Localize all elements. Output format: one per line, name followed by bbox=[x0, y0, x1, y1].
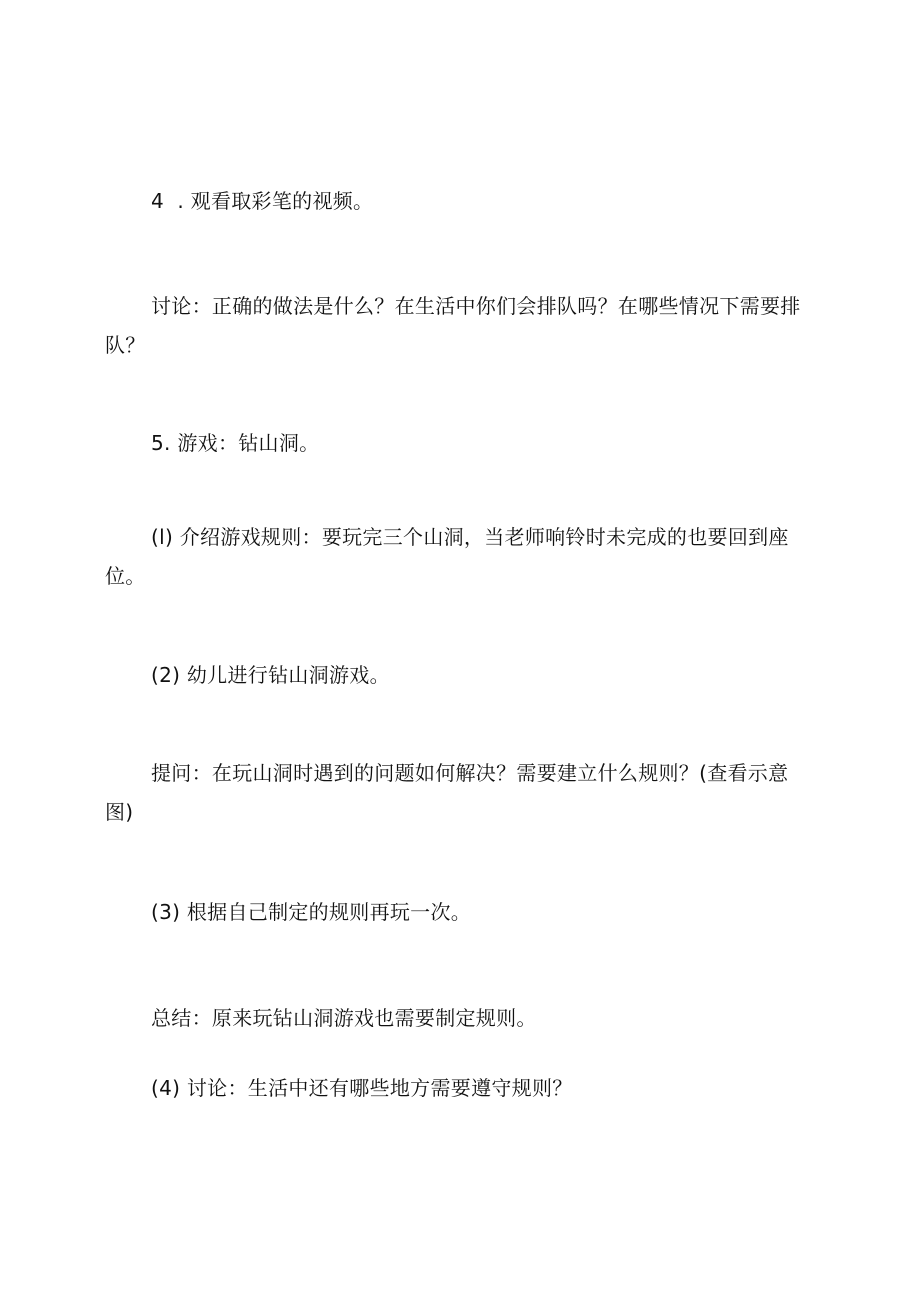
step-5-paragraph: 5. 游戏：钻山洞。 bbox=[151, 431, 320, 455]
discussion-queue-paragraph: 讨论：正确的做法是什么？在生活中你们会排队吗？在哪些情况下需要排队？ bbox=[105, 294, 801, 357]
children-play-paragraph: (2) 幼儿进行钻山洞游戏。 bbox=[151, 663, 390, 687]
discussion-rules-paragraph: (4) 讨论：生活中还有哪些地方需要遵守规则？ bbox=[151, 1076, 573, 1100]
summary-paragraph: 总结：原来玩钻山洞游戏也需要制定规则。 bbox=[151, 1006, 537, 1030]
play-again-paragraph: (3) 根据自己制定的规则再玩一次。 bbox=[151, 900, 472, 924]
game-rules-paragraph: (l) 介绍游戏规则：要玩完三个山洞，当老师响铃时未完成的也要回到座位。 bbox=[105, 525, 789, 588]
question-paragraph: 提问：在玩山洞时遇到的问题如何解决？需要建立什么规则？(查看示意图) bbox=[105, 761, 789, 824]
step-4-paragraph: 4 . 观看取彩笔的视频。 bbox=[151, 189, 374, 213]
